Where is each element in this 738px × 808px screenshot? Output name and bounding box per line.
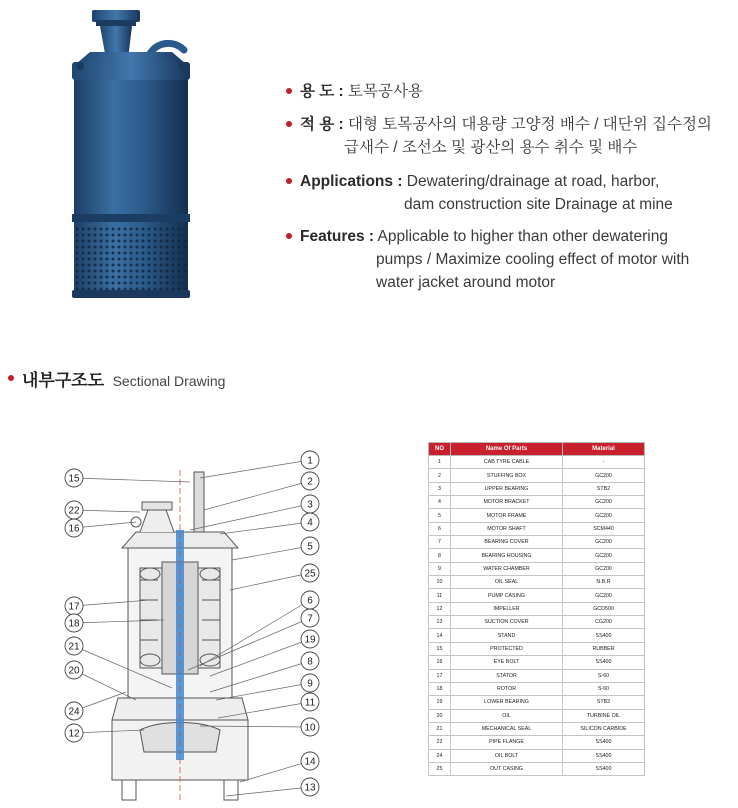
table-row (429, 536, 645, 549)
cell-part-name: ROTOR (451, 682, 563, 695)
table-row (429, 496, 645, 509)
cell-part-name: MOTOR SHAFT (451, 522, 563, 535)
cell-material: GC200 (563, 509, 645, 522)
cell-material: SS400 (563, 749, 645, 762)
callout-number: 6 (307, 595, 313, 607)
cell-part-name: LOWER BEARING (451, 696, 563, 709)
callout-leader-line (204, 481, 310, 510)
table-row (429, 509, 645, 522)
callout-leader-line (74, 478, 190, 482)
cell-part-name: STUFFING BOX (451, 469, 563, 482)
cell-material: GC200 (563, 562, 645, 575)
cell-part-name: BEARING HOUSING (451, 549, 563, 562)
cell-material: S-60 (563, 669, 645, 682)
cell-no: 2 (429, 469, 451, 482)
cell-material: GC200 (563, 496, 645, 509)
cell-part-name: PUMP CASING (451, 589, 563, 602)
table-row (429, 682, 645, 695)
spec-label: 적 용 : (300, 116, 344, 133)
cell-part-name: PROTECTED (451, 642, 563, 655)
callout-leader-line (200, 460, 310, 478)
callout-leader-line (74, 670, 136, 700)
cell-part-name: IMPELLER (451, 602, 563, 615)
bullet-icon (286, 88, 292, 94)
callout-number: 12 (68, 728, 80, 740)
cell-material: RUBBER (563, 642, 645, 655)
cell-no: 16 (429, 656, 451, 669)
cell-material: SS400 (563, 736, 645, 749)
cell-material: SCM440 (563, 522, 645, 535)
cell-no: 1 (429, 456, 451, 469)
cell-part-name: PIPE FLANGE (451, 736, 563, 749)
table-header-row (429, 443, 645, 456)
spec-line: 급새수 / 조선소 및 광산의 용수 취수 및 배수 (344, 139, 638, 156)
spec-label: 용 도 : (300, 83, 344, 100)
cell-no: 11 (429, 589, 451, 602)
callout-number: 18 (68, 618, 80, 630)
cell-no: 20 (429, 709, 451, 722)
table-row (429, 696, 645, 709)
cell-no: 21 (429, 722, 451, 735)
bullet-icon (286, 121, 292, 127)
cell-material: SS400 (563, 629, 645, 642)
pump-product-photo (62, 4, 212, 304)
callout-number: 4 (307, 517, 313, 529)
cell-no: 4 (429, 496, 451, 509)
cell-material: - (563, 456, 645, 469)
spec-line: Applicable to higher than other dewatering (377, 228, 668, 245)
callout-number: 14 (304, 756, 316, 768)
cell-no: 12 (429, 602, 451, 615)
cell-part-name: CAB TYRE CABLE (451, 456, 563, 469)
table-row (429, 562, 645, 575)
cell-part-name: UPPER BEARING (451, 482, 563, 495)
header-no: NO (429, 443, 451, 456)
cell-part-name: OIL SEAL (451, 576, 563, 589)
cell-material: SS400 (563, 762, 645, 775)
callout-number: 13 (304, 782, 316, 794)
callout-number: 20 (68, 665, 80, 677)
section-title-en: Sectional Drawing (112, 373, 226, 389)
spec-usage-ko (300, 80, 423, 103)
spec-line: 대형 토목공사의 대용량 고양정 배수 / 대단위 집수정의 (348, 116, 712, 133)
cell-part-name: MECHANICAL SEAL (451, 722, 563, 735)
cell-material: S-60 (563, 682, 645, 695)
callout-number: 25 (304, 568, 316, 580)
cell-material: CG200 (563, 616, 645, 629)
parts-table (428, 442, 645, 776)
table-row (429, 629, 645, 642)
table-row (429, 749, 645, 762)
callout-leader-line (240, 761, 310, 782)
cell-material: GC200 (563, 469, 645, 482)
table-row (429, 602, 645, 615)
cell-material: SS400 (563, 656, 645, 669)
table-row (429, 669, 645, 682)
cell-no: 18 (429, 682, 451, 695)
cell-part-name: MOTOR BRACKET (451, 496, 563, 509)
cell-no: 17 (429, 669, 451, 682)
section-title-ko: 내부구조도 (22, 371, 105, 390)
callout-number: 16 (68, 523, 80, 535)
cell-no: 24 (429, 749, 451, 762)
cell-part-name: OIL (451, 709, 563, 722)
callout-number: 11 (304, 697, 316, 709)
cell-no: 10 (429, 576, 451, 589)
bullet-icon (8, 375, 14, 381)
cell-no: 7 (429, 536, 451, 549)
cell-part-name: BEARING COVER (451, 536, 563, 549)
cell-no: 25 (429, 762, 451, 775)
callout-number: 19 (304, 634, 316, 646)
spec-line: dam construction site Drainage at mine (404, 196, 673, 213)
bullet-icon (286, 233, 292, 239)
callout-number: 24 (68, 706, 80, 718)
cell-part-name: EYE BOLT (451, 656, 563, 669)
callout-number: 1 (307, 455, 313, 467)
spec-features-en (300, 225, 689, 294)
table-row (429, 522, 645, 535)
cell-part-name: OUT CASING (451, 762, 563, 775)
cell-material: N.B.R (563, 576, 645, 589)
callout-number: 5 (307, 541, 313, 553)
spec-application-ko (300, 113, 712, 159)
callout-leader-line (232, 546, 310, 560)
callout-number: 8 (307, 656, 313, 668)
table-row (429, 482, 645, 495)
spec-text: 토목공사용 (348, 83, 423, 100)
cell-no: 13 (429, 616, 451, 629)
callout-number: 3 (307, 499, 313, 511)
cell-no: 8 (429, 549, 451, 562)
table-row (429, 722, 645, 735)
spec-applications-en (300, 170, 673, 216)
cell-part-name: OIL BOLT (451, 749, 563, 762)
bullet-icon (286, 178, 292, 184)
table-row (429, 589, 645, 602)
cell-material: STB2 (563, 482, 645, 495)
callout-number: 7 (307, 613, 313, 625)
callout-leader-line (226, 787, 310, 796)
cell-material: GC200 (563, 589, 645, 602)
cell-no: 22 (429, 736, 451, 749)
callout-leader-line (230, 573, 310, 590)
parts-table-body (429, 456, 645, 776)
sectional-drawing (40, 430, 340, 805)
table-row (429, 656, 645, 669)
cell-no: 3 (429, 482, 451, 495)
table-row (429, 576, 645, 589)
cell-no: 14 (429, 629, 451, 642)
table-row (429, 456, 645, 469)
cell-part-name: WATER CHAMBER (451, 562, 563, 575)
cell-part-name: STAND (451, 629, 563, 642)
table-row (429, 616, 645, 629)
spec-label: Applications : (300, 173, 403, 190)
header-name: Name Of Parts (451, 443, 563, 456)
table-row (429, 736, 645, 749)
cell-no: 19 (429, 696, 451, 709)
callout-number: 2 (307, 476, 313, 488)
header-material: Material (563, 443, 645, 456)
spec-label: Features : (300, 228, 375, 245)
cell-material: GCD500 (563, 602, 645, 615)
spec-line: pumps / Maximize cooling effect of motor with (376, 251, 690, 268)
cell-part-name: MOTOR FRAME (451, 509, 563, 522)
table-row (429, 469, 645, 482)
section-heading (22, 366, 225, 391)
callout-number: 22 (68, 505, 80, 517)
callout-number: 9 (307, 678, 313, 690)
callout-leader-line (190, 504, 310, 530)
cell-no: 6 (429, 522, 451, 535)
cell-no: 5 (429, 509, 451, 522)
cell-no: 9 (429, 562, 451, 575)
cell-material: TURBINE OIL (563, 709, 645, 722)
table-row (429, 709, 645, 722)
cell-no: 15 (429, 642, 451, 655)
callout-leader-line (220, 522, 310, 534)
callout-number: 10 (304, 722, 316, 734)
cell-material: STB2 (563, 696, 645, 709)
callout-leader-line (74, 510, 140, 512)
cell-material: GC200 (563, 536, 645, 549)
table-row (429, 549, 645, 562)
cell-material: SILICON CARBIDE (563, 722, 645, 735)
table-row (429, 642, 645, 655)
callout-number: 17 (68, 601, 80, 613)
cell-part-name: SUCTION COVER (451, 616, 563, 629)
cell-part-name: STATOR (451, 669, 563, 682)
spec-line: Dewatering/drainage at road, harbor, (406, 173, 660, 190)
spec-line: water jacket around motor (376, 274, 556, 291)
callout-number: 15 (68, 473, 80, 485)
cell-material: GC200 (563, 549, 645, 562)
callout-number: 21 (68, 641, 80, 653)
table-row (429, 762, 645, 775)
